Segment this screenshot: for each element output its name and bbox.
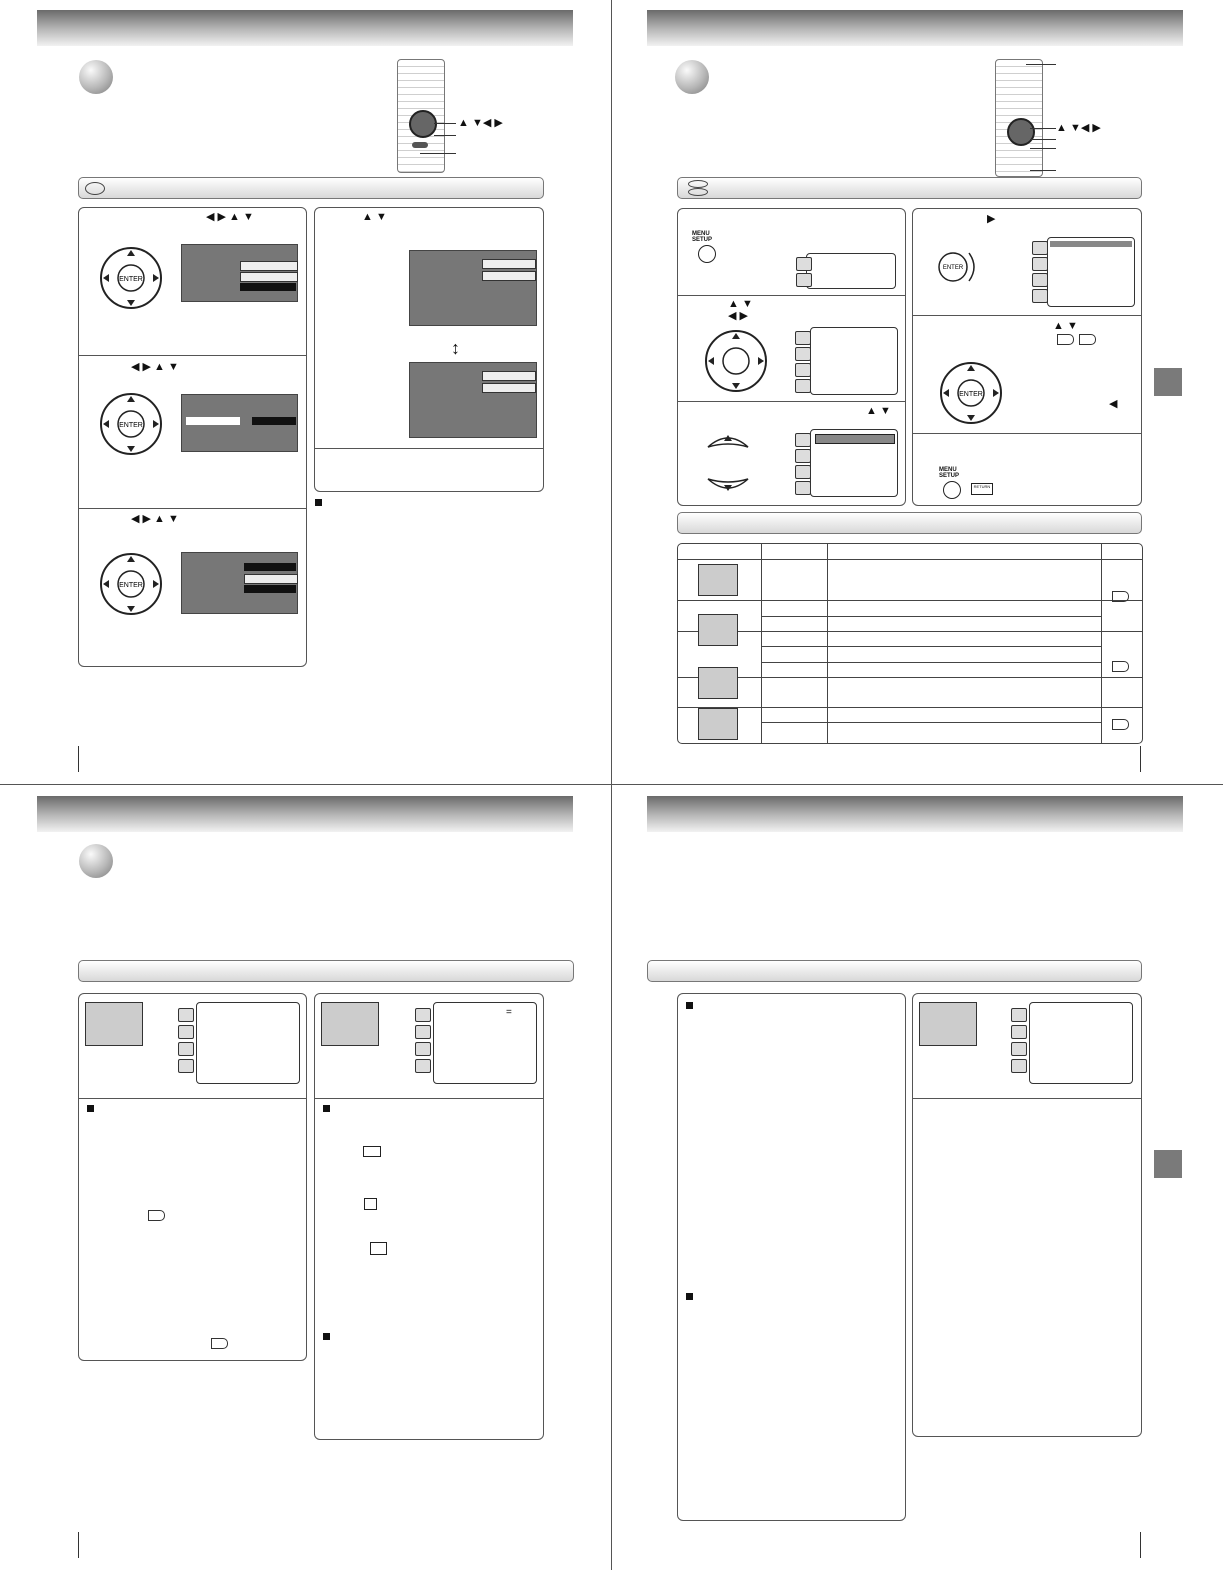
menu-preview xyxy=(433,1002,537,1084)
wide-screen-icon xyxy=(363,1146,381,1157)
standard-screen-icon xyxy=(364,1198,377,1210)
folder-screen-1 xyxy=(409,250,537,326)
menu-screen xyxy=(181,244,298,302)
language-icon xyxy=(415,1008,431,1022)
picture-setup-panel xyxy=(314,993,544,1440)
steps-panel-right xyxy=(314,207,544,492)
step3-arrows: ◀ ▶ ▲ ▼ xyxy=(131,513,179,525)
page-reference-icon xyxy=(1057,334,1074,345)
setup-steps-left xyxy=(677,208,906,506)
audio-icon xyxy=(795,363,811,377)
audio-setup-panel xyxy=(912,993,1142,1437)
setup-tools-icon xyxy=(415,1059,431,1073)
audio-icon xyxy=(1032,273,1048,287)
setup-tools-icon xyxy=(795,379,811,393)
steps-panel-left xyxy=(78,207,307,667)
picture-icon xyxy=(795,449,811,463)
return-button: RETURN xyxy=(971,483,993,495)
dpad-icon xyxy=(95,388,167,460)
language-icon xyxy=(85,1002,143,1046)
step5-left-arrow: ◀ xyxy=(1109,398,1118,410)
menu-setup-button xyxy=(943,481,961,499)
disc-icon xyxy=(688,188,708,196)
section-bar xyxy=(78,177,544,199)
up-button-icon xyxy=(706,429,750,451)
menu-preview xyxy=(810,327,898,395)
step3-arrows: ▲ ▼ xyxy=(866,405,891,417)
step5-arrows: ▲ ▼ xyxy=(1053,320,1078,332)
step4-arrow: ▶ xyxy=(987,213,996,225)
menu-preview xyxy=(196,1002,300,1084)
letterbox-screen-icon xyxy=(370,1242,387,1255)
section-bar xyxy=(78,960,574,982)
language-icon xyxy=(178,1008,194,1022)
enter-label: ENTER xyxy=(119,276,143,283)
section-bullet xyxy=(323,1333,330,1340)
audio-icon xyxy=(1011,1042,1027,1056)
menu-preview xyxy=(810,429,898,497)
toggle-arrow: ↕ xyxy=(451,338,460,358)
svg-text:ENTER: ENTER xyxy=(959,391,983,398)
down-button-icon xyxy=(706,475,750,497)
remote-dpad-icon xyxy=(409,110,437,138)
audio-text-panel xyxy=(677,993,906,1521)
remote-button-icon xyxy=(412,142,428,148)
remote-control-icon xyxy=(995,59,1043,177)
picture-icon xyxy=(698,614,738,646)
menu-preview xyxy=(1029,1002,1133,1084)
setup-steps-right xyxy=(912,208,1142,506)
section-bar xyxy=(677,177,1142,199)
file-list-screen xyxy=(181,394,298,452)
audio-icon xyxy=(178,1042,194,1056)
setup-tools-icon xyxy=(178,1059,194,1073)
section-bullet xyxy=(686,1002,693,1009)
dpad-icon xyxy=(700,325,772,397)
page-reference-icon xyxy=(148,1210,165,1221)
page-header-banner xyxy=(647,10,1183,46)
step2-arrows-a: ▲ ▼ xyxy=(728,298,753,310)
setup-tools-icon xyxy=(698,708,738,740)
section-bar xyxy=(647,960,1142,982)
step-ball-icon xyxy=(675,60,709,94)
remote-arrow-keys: ▲ ▼◀ ▶ xyxy=(458,117,503,129)
menu-setup-button xyxy=(698,245,716,263)
enter-right-button-icon xyxy=(937,249,981,285)
chapter-side-tab xyxy=(1154,1150,1182,1178)
playback-screen xyxy=(181,552,298,614)
page-reference-icon xyxy=(211,1338,228,1349)
picture-icon xyxy=(1032,257,1048,271)
picture-icon xyxy=(1011,1025,1027,1039)
setup-menu-table xyxy=(677,543,1143,744)
page-reference-icon xyxy=(1112,661,1129,672)
language-icon xyxy=(1032,241,1048,255)
chapter-side-tab xyxy=(1154,368,1182,396)
dpad-icon xyxy=(95,548,167,620)
folder-screen-2 xyxy=(409,362,537,438)
language-setup-panel xyxy=(78,993,307,1361)
menu-setup-label: MENU SETUP xyxy=(939,467,960,479)
section-bullet xyxy=(87,1105,94,1112)
right-step-arrows: ▲ ▼ xyxy=(362,211,387,223)
step-ball-icon xyxy=(79,844,113,878)
setup-tools-icon xyxy=(1011,1059,1027,1073)
note-bullet xyxy=(315,499,322,506)
menu-preview xyxy=(806,253,896,289)
picture-icon xyxy=(321,1002,379,1046)
remote-control-icon xyxy=(397,59,445,173)
picture-icon xyxy=(795,347,811,361)
audio-icon xyxy=(795,465,811,479)
picture-icon xyxy=(415,1025,431,1039)
step2-arrows: ◀ ▶ ▲ ▼ xyxy=(131,361,179,373)
remote-arrow-keys: ▲ ▼◀ ▶ xyxy=(1056,122,1101,134)
page-top-left xyxy=(0,0,611,784)
section-bar xyxy=(677,512,1142,534)
remote-dpad-icon xyxy=(1007,118,1035,146)
menu-preview xyxy=(1047,237,1135,307)
page-top-right xyxy=(612,0,1223,784)
setup-tools-icon xyxy=(795,481,811,495)
page-header-banner xyxy=(647,796,1183,832)
disc-icon xyxy=(688,180,708,188)
page-reference-icon xyxy=(1112,591,1129,602)
language-icon xyxy=(698,564,738,596)
page-reference-icon xyxy=(1079,334,1096,345)
section-bullet xyxy=(686,1293,693,1300)
page-reference-icon xyxy=(1112,719,1129,730)
svg-text:ENTER: ENTER xyxy=(119,422,143,429)
menu-equals-mark: = xyxy=(506,1007,512,1018)
audio-icon xyxy=(919,1002,977,1046)
page-header-banner xyxy=(37,10,573,46)
page-bottom-right xyxy=(612,786,1223,1570)
setup-tools-icon xyxy=(1032,289,1048,303)
audio-icon xyxy=(698,667,738,699)
step2-arrows-b: ◀ ▶ xyxy=(728,310,748,322)
step-ball-icon xyxy=(79,60,113,94)
menu-setup-label: MENU SETUP xyxy=(692,231,713,243)
dpad-icon xyxy=(935,357,1007,429)
picture-icon xyxy=(178,1025,194,1039)
page-bottom-left xyxy=(0,786,611,1570)
picture-icon xyxy=(796,273,812,287)
section-bullet xyxy=(323,1105,330,1112)
audio-icon xyxy=(415,1042,431,1056)
dpad-icon xyxy=(95,242,167,314)
page-header-banner xyxy=(37,796,573,832)
language-icon xyxy=(795,433,811,447)
svg-text:ENTER: ENTER xyxy=(119,582,143,589)
language-icon xyxy=(795,331,811,345)
language-icon xyxy=(1011,1008,1027,1022)
svg-text:ENTER: ENTER xyxy=(942,265,964,271)
language-icon xyxy=(796,257,812,271)
step1-arrows: ◀ ▶ ▲ ▼ xyxy=(206,211,254,223)
disc-icon xyxy=(85,182,105,195)
